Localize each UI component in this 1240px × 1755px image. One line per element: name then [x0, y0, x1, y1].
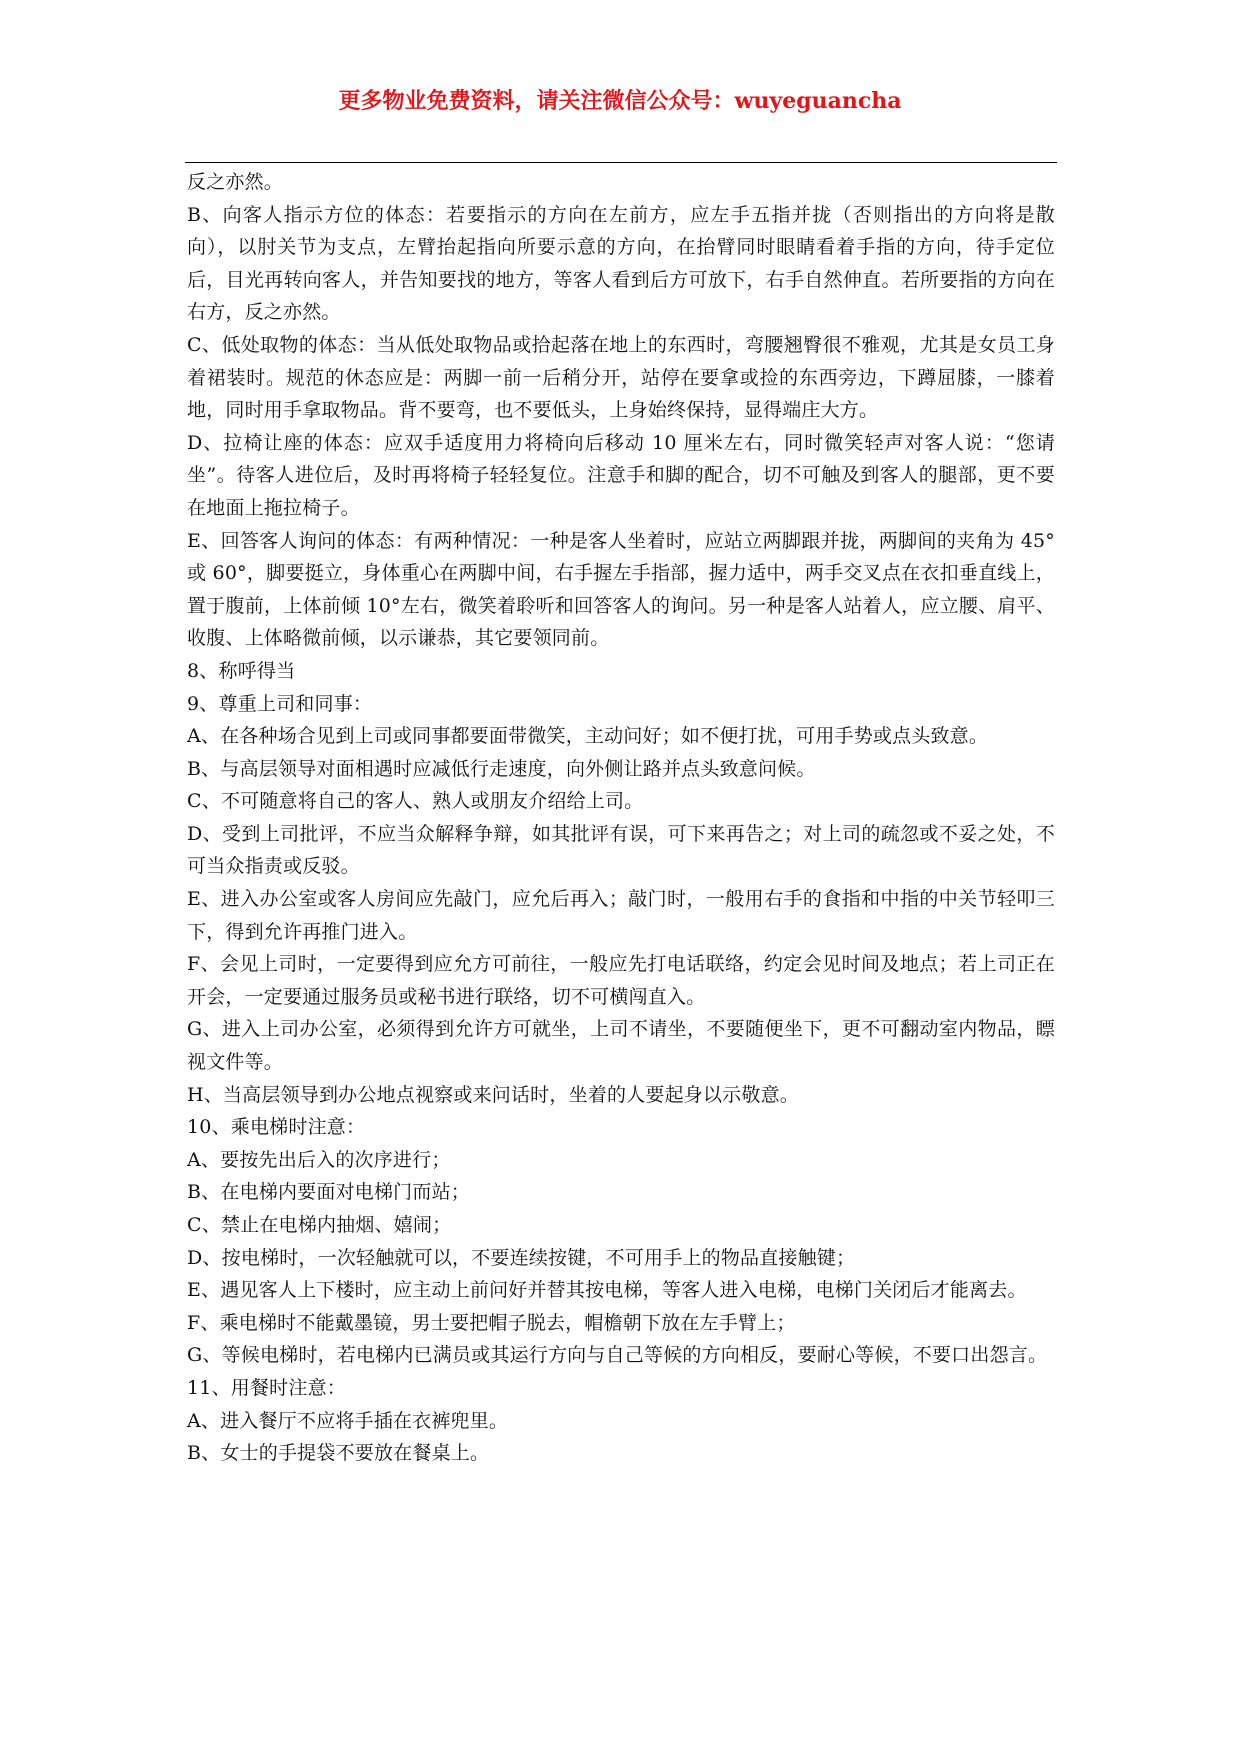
paragraph: H、当高层领导到办公地点视察或来问话时，坐着的人要起身以示敬意。 [187, 1083, 799, 1106]
paragraph: G、进入上司办公室，必须得到允许方可就坐，上司不请坐，不要随便坐下，更不可翻动室内物品，瞟视文件等。 [187, 1018, 1055, 1074]
paragraph: D、拉椅让座的体态：应双手适度用力将椅向后移动 10 厘米左右，同时微笑轻声对客人说：“您请坐”。待客人进位后，及时再将椅子轻轻复位。注意手和脚的配合，切不可触及到客人的腿部，更不要在地面上拖拉椅子。 [187, 431, 1055, 519]
section-heading: 10、乘电梯时注意： [187, 1116, 366, 1139]
paragraph: C、禁止在电梯内抽烟、嬉闹； [187, 1214, 452, 1236]
section-heading: 11、用餐时注意： [187, 1376, 346, 1399]
paragraph: F、会见上司时，一定要得到应允方可前往，一般应先打电话联络，约定会见时间及地点；若上司正在开会，一定要通过服务员或秘书进行联络，切不可横闯直入。 [187, 953, 1055, 1008]
paragraph: C、低处取物的体态：当从低处取物品或拾起落在地上的东西时，弯腰翘臀很不雅观，尤其是女员工身着裙装时。规范的休态应是：两脚一前一后稍分开，站停在要拿或捡的东西旁边，下蹲屈膝，一膝着地，同时用手拿取物品。背不要弯，也不要低头，上身始终保持，显得端庄大方。 [187, 333, 1055, 422]
paragraph: C、不可随意将自己的客人、熟人或朋友介绍给上司。 [187, 790, 644, 813]
document-body [187, 166, 1055, 1470]
header-banner: 更多物业免费资料，请关注微信公众号：wuyeguancha [338, 88, 902, 114]
paragraph: D、按电梯时，一次轻触就可以，不要连续按键，不可用手上的物品直接触键； [187, 1246, 856, 1269]
header-divider [185, 162, 1057, 163]
paragraph: B、向客人指示方位的体态：若要指示的方向在左前方，应左手五指并拢（否则指出的方向将是散向），以肘关节为支点，左臂抬起指向所要示意的方向，在抬臂同时眼睛看着手指的方向，待手定位后，目光再转向客人，并告知要找的地方，等客人看到后方可放下，右手自然伸直。若所要指的方向在右方，反之亦然。 [187, 203, 1055, 324]
paragraph: F、乘电梯时不能戴墨镜，男士要把帽子脱去，帽檐朝下放在左手臂上； [187, 1311, 796, 1334]
paragraph: G、等候电梯时，若电梯内已满员或其运行方向与自己等候的方向相反，要耐心等候，不要口出怨言。 [187, 1344, 1048, 1367]
paragraph: A、在各种场合见到上司或同事都要面带微笑，主动问好；如不便打扰，可用手势或点头致意。 [187, 725, 989, 748]
section-heading: 8、称呼得当 [187, 659, 296, 682]
paragraph: E、遇见客人上下楼时，应主动上前问好并替其按电梯，等客人进入电梯，电梯门关闭后才能离去。 [187, 1279, 1027, 1302]
paragraph: E、进入办公室或客人房间应先敲门，应允后再入；敲门时，一般用右手的食指和中指的中关节轻叩三下，得到允许再推门进入。 [187, 888, 1055, 943]
paragraph: D、受到上司批评，不应当众解释争辩，如其批评有误，可下来再告之；对上司的疏忽或不妥之处，不可当众指责或反驳。 [187, 822, 1055, 878]
paragraph: B、女士的手提袋不要放在餐桌上。 [187, 1442, 490, 1465]
paragraph: A、进入餐厅不应将手插在衣裤兜里。 [187, 1409, 509, 1432]
paragraph: 反之亦然。 [187, 171, 284, 193]
section-heading: 9、尊重上司和同事： [187, 692, 373, 715]
paragraph: A、要按先出后入的次序进行； [187, 1148, 451, 1171]
paragraph: B、与高层领导对面相遇时应减低行走速度，向外侧让路并点头致意问候。 [187, 757, 816, 780]
paragraph: B、在电梯内要面对电梯门而站； [187, 1181, 470, 1204]
paragraph: E、回答客人询问的体态：有两种情况：一种是客人坐着时，应站立两脚跟并拢，两脚间的夹角为 45°或 60°，脚要挺立，身体重心在两脚中间，右手握左手指部，握力适中，两手交叉点在衣扣垂直线上，置于腹前，上体前倾 10°左右，微笑着聆听和回答客人的询问。另一种是客人站着人，应立腰、肩平、收腹、上体略微前倾，以示谦恭，其它要领同前。 [187, 529, 1055, 650]
